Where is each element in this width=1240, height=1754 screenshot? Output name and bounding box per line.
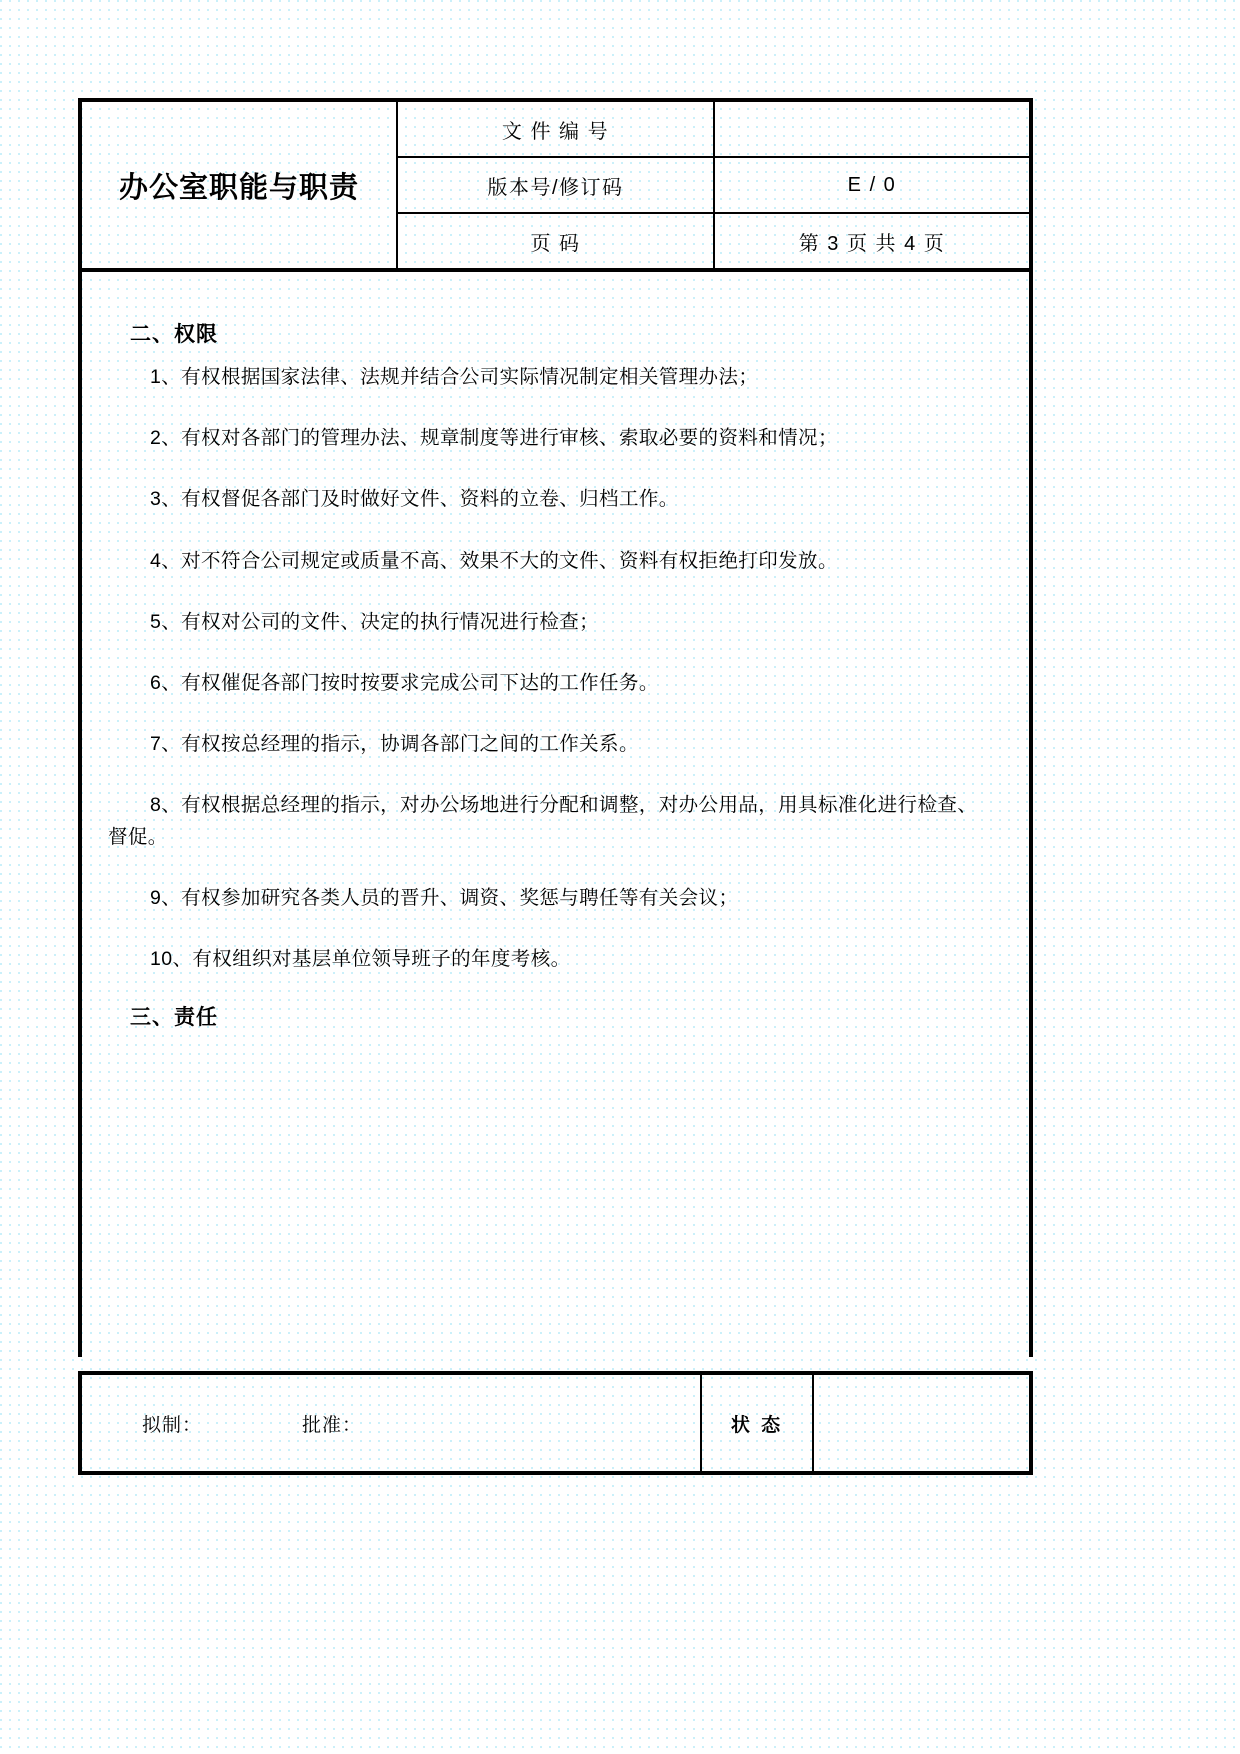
version-code-value: E / 0 <box>714 157 1031 213</box>
status-label: 状 态 <box>701 1373 813 1473</box>
document-title: 办公室职能与职责 <box>80 100 397 270</box>
page-number-value: 第 3 页 共 4 页 <box>714 213 1031 270</box>
document-body <box>78 98 1033 1475</box>
clause-item: 9、有权参加研究各类人员的晋升、调资、奖惩与聘任等有关会议； <box>150 886 739 909</box>
document-header-table <box>78 98 1033 272</box>
section-heading-responsibility: 三、责任 <box>130 1006 218 1030</box>
file-number-value <box>714 100 1031 157</box>
page-number-label: 页 码 <box>397 213 714 270</box>
version-code-label: 版本号/修订码 <box>397 157 714 213</box>
clause-item: 5、有权对公司的文件、决定的执行情况进行检查； <box>150 610 600 633</box>
clause-item: 7、有权按总经理的指示，协调各部门之间的工作关系。 <box>150 733 639 756</box>
document-footer-table <box>78 1371 1033 1475</box>
clause-item: 2、有权对各部门的管理办法、规章制度等进行审核、索取必要的资料和情况； <box>150 427 838 450</box>
section-heading-authority: 二、权限 <box>130 323 218 346</box>
file-number-label: 文 件 编 号 <box>397 100 714 157</box>
approved-by-label: 批准： <box>302 1414 363 1436</box>
clause-item: 1、有权根据国家法律、法规并结合公司实际情况制定相关管理办法； <box>150 366 759 388</box>
clause-item: 10、有权组织对基层单位领导班子的年度考核。 <box>150 947 571 970</box>
footer-row <box>80 1373 1031 1473</box>
clause-item: 8、有权根据总经理的指示，对办公场地进行分配和调整，对办公用品，用具标准化进行检查、督促。 <box>108 794 978 848</box>
clause-item: 6、有权催促各部门按时按要求完成公司下达的工作任务。 <box>150 671 659 694</box>
signature-cell <box>80 1373 701 1473</box>
status-value <box>813 1373 1031 1473</box>
document-content-frame <box>78 272 1033 1357</box>
clause-item: 4、对不符合公司规定或质量不高、效果不大的文件、资料有权拒绝打印发放。 <box>150 549 838 572</box>
drafted-by-label: 拟制： <box>142 1414 203 1436</box>
header-row-file-number <box>80 100 1031 157</box>
clause-item: 3、有权督促各部门及时做好文件、资料的立卷、归档工作。 <box>150 488 679 511</box>
